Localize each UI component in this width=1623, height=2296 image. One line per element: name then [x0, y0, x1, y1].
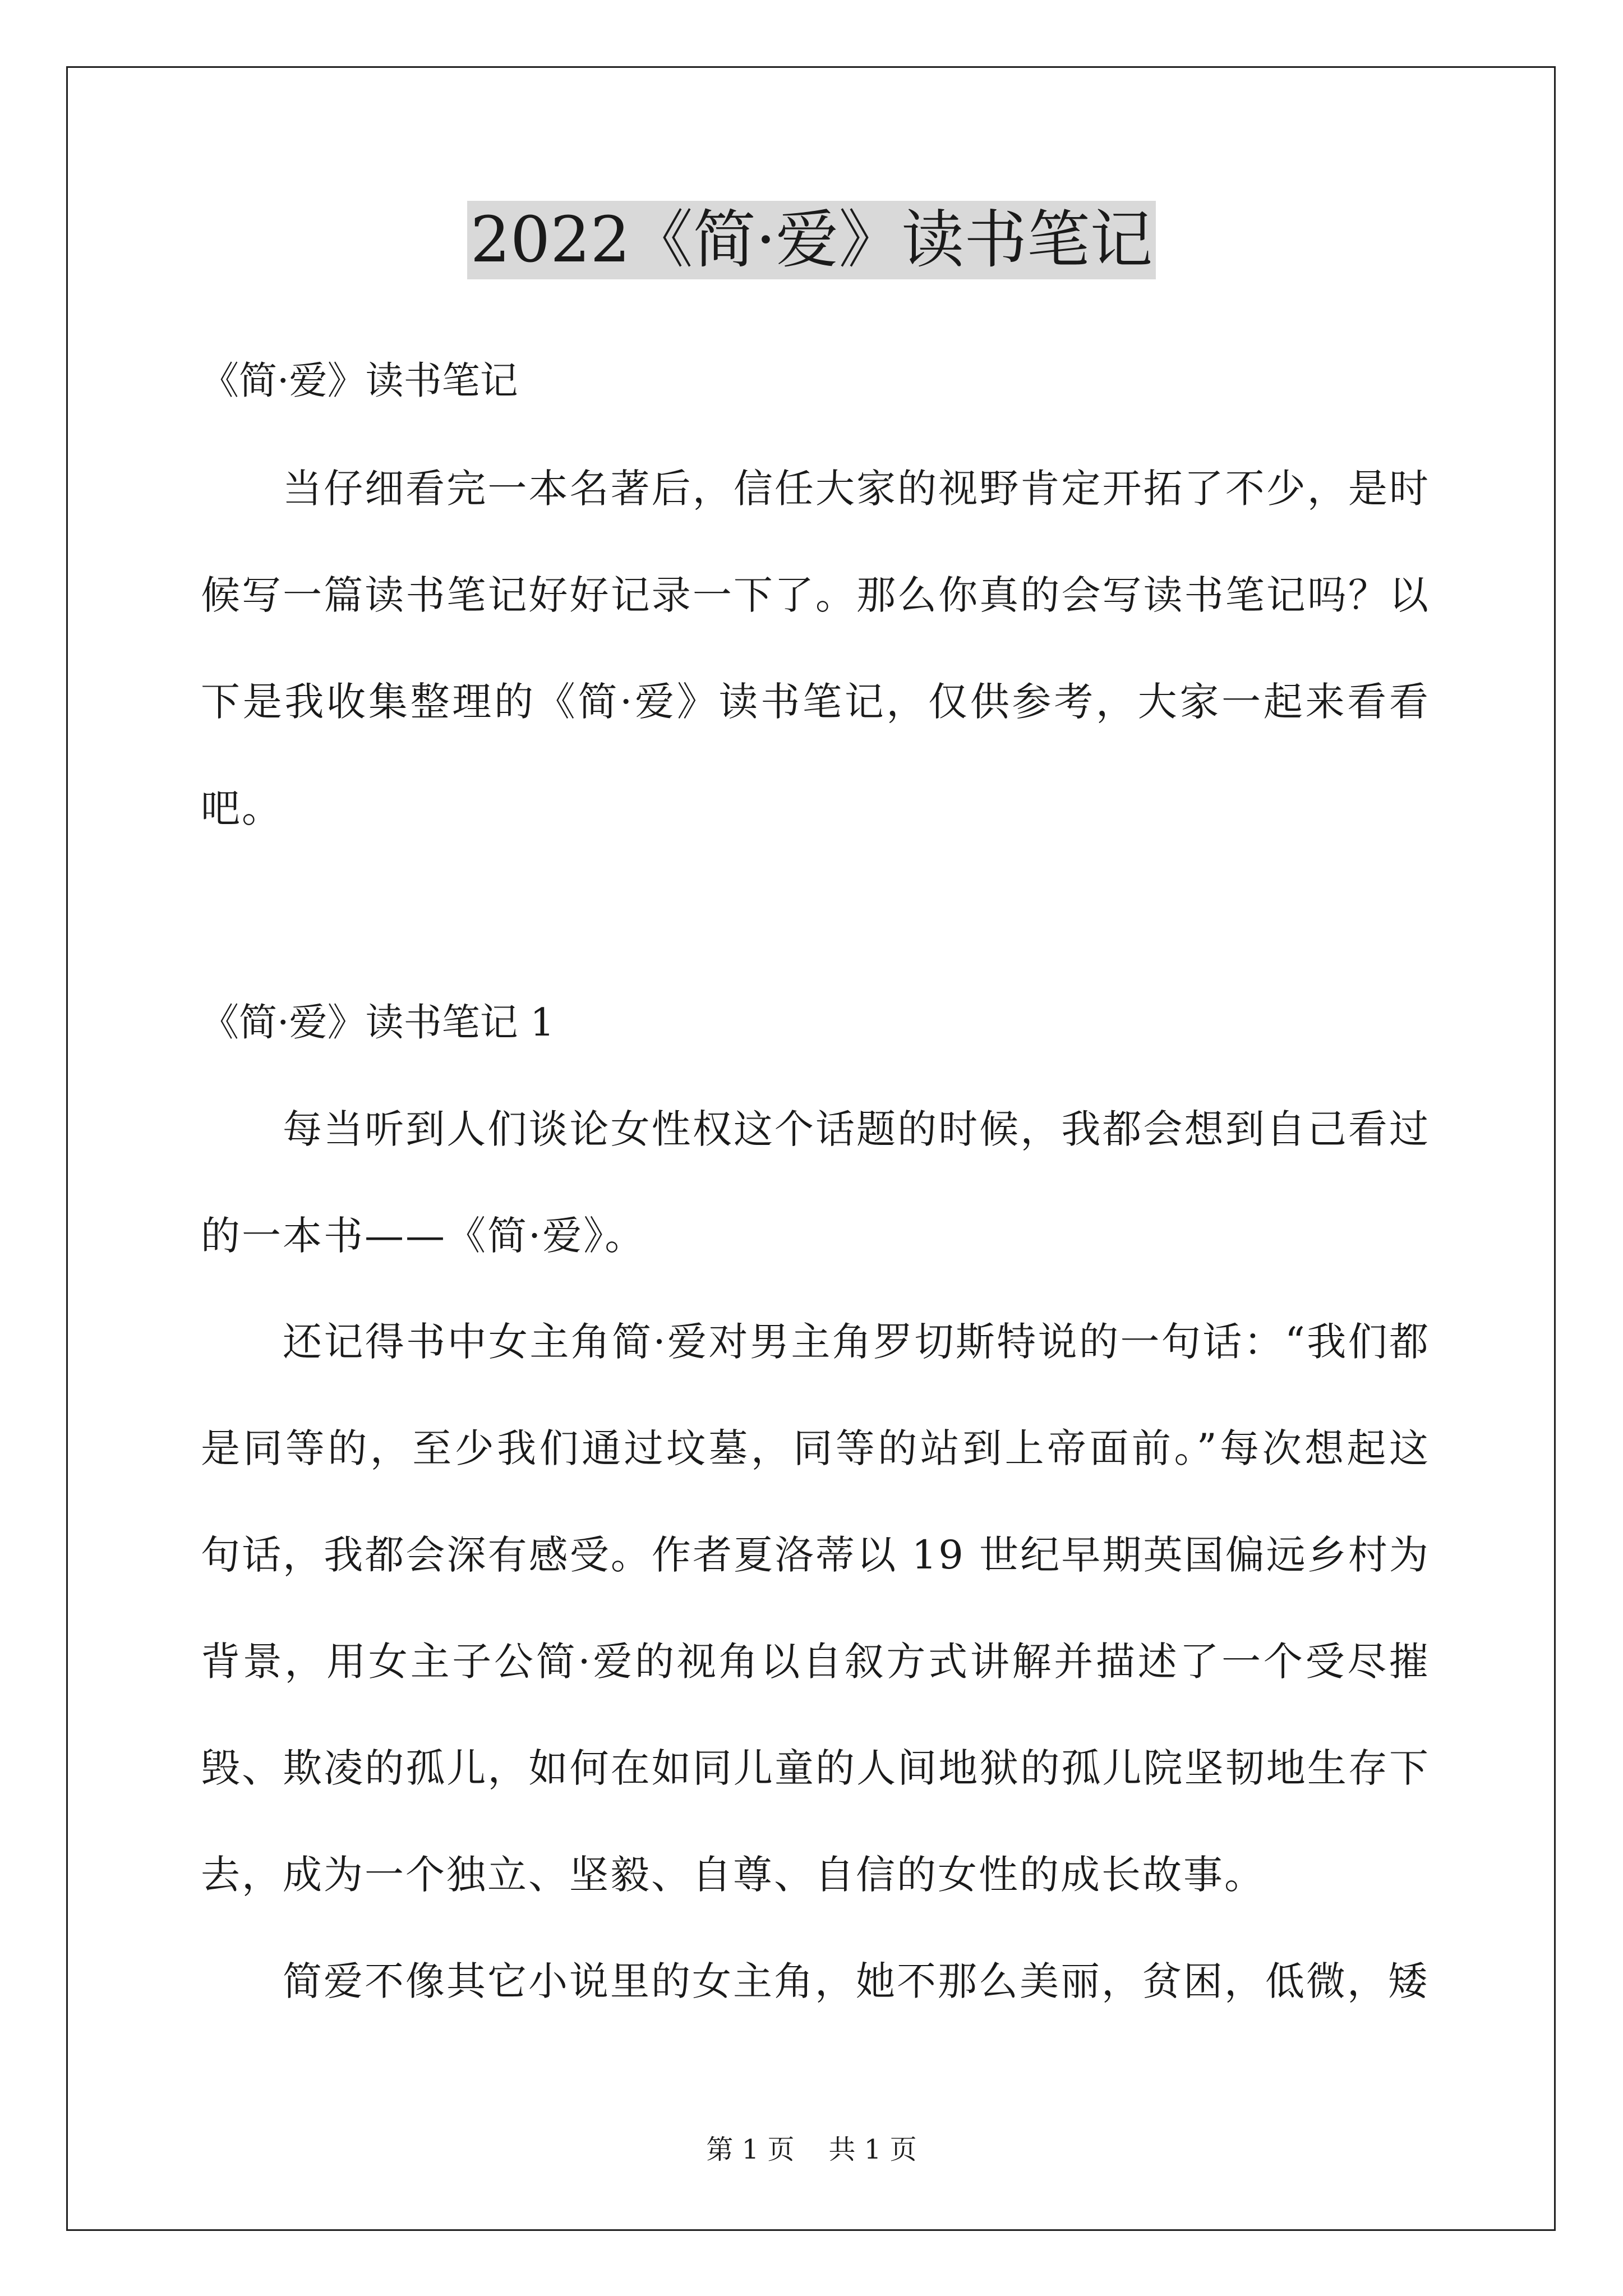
title-container: [0, 201, 1623, 279]
body-paragraph: 简爱不像其它小说里的女主角，她不那么美丽，贫困，低微，矮: [283, 1958, 1429, 2004]
page-footer: 第 1 页 共 1 页: [706, 2134, 917, 2165]
document-title: 2022《简·爱》读书笔记: [467, 201, 1156, 279]
intro-paragraph: 当仔细看完一本名著后，信任大家的视野肯定开拓了不少，是时候写一篇读书笔记好好记录一下了。那么你真的会写读书笔记吗？以下是我收集整理的《简·爱》读书笔记，仅供参考，大家一起来看看吧。: [201, 466, 1430, 831]
body-paragraph: 每当听到人们谈论女性权这个话题的时候，我都会想到自己看过的一本书——《简·爱》。: [201, 1106, 1430, 1259]
body-paragraph: 还记得书中女主角简·爱对男主角罗切斯特说的一句话：“我们都是同等的，至少我们通过坟墓，同等的站到上帝面前。”每次想起这句话，我都会深有感受。作者夏洛蒂以 19 世纪早期英国偏远乡村为背景，用女主子公简·爱的视角以自叙方式讲解并描述了一个受尽摧毁、欺凌的孤儿，如何在如同儿童的人间地狱的孤儿院坚韧地生存下去，成为一个独立、坚毅、自尊、自信的女性的成长故事。: [201, 1319, 1430, 1898]
section-heading: 《简·爱》读书笔记: [201, 359, 518, 403]
section-heading-1: 《简·爱》读书笔记 1: [201, 1001, 555, 1045]
